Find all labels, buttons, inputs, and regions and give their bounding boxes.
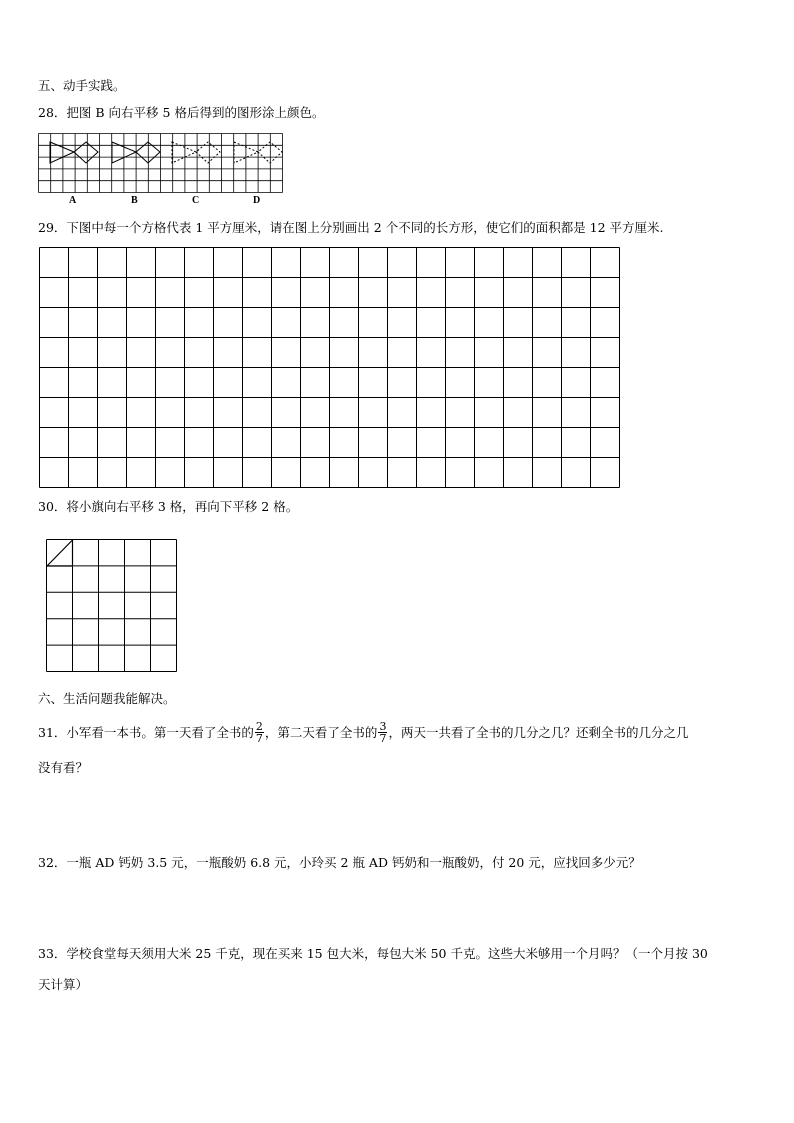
- small-flag: [47, 540, 73, 566]
- fraction-two-sevenths: $\frac{2}{7}$: [255, 720, 263, 745]
- q31-part-1: 31．小军看一本书。第一天看了全书的: [38, 725, 254, 740]
- question-29-text: 29．下图中每一个方格代表 1 平方厘米，请在图上分别画出 2 个不同的长方形，使它们的面积都是 12 平方厘米.: [38, 220, 664, 235]
- q31-part-3: ，两天一共看了全书的几分之几？还剩全书的几分之几: [388, 725, 689, 740]
- question-28-text: 28．把图 B 向右平移 5 格后得到的图形涂上颜色。: [38, 105, 325, 120]
- figure-label-d: D: [253, 195, 261, 206]
- section-six-title: 六、生活问题我能解决。: [38, 691, 176, 706]
- question-33-line-1: 33．学校食堂每天须用大米 25 千克，现在买来 15 包大米，每包大米 50 千克。这些大米够用一个月吗？（一个月按 30: [38, 946, 708, 961]
- question-31-line-1: [38, 722, 688, 745]
- figure-label-b: B: [131, 195, 138, 206]
- question-31-line-2: 没有看？: [38, 760, 89, 775]
- figure-label-a: A: [69, 195, 77, 206]
- section-five-title: 五、动手实践。: [38, 78, 126, 93]
- question-32-text: 32．一瓶 AD 钙奶 3.5 元，一瓶酸奶 6.8 元，小玲买 2 瓶 AD 钙奶和一瓶酸奶，付 20 元，应找回多少元？: [38, 855, 641, 870]
- q29-square-grid[interactable]: [39, 247, 620, 490]
- q31-part-2: ，第二天看了全书的: [264, 725, 378, 740]
- question-30-text: 30．将小旗向右平移 3 格，再向下平移 2 格。: [38, 499, 299, 514]
- question-33-line-2: 天计算）: [38, 977, 89, 992]
- fraction-three-sevenths: $\frac{3}{7}$: [379, 720, 387, 745]
- figure-label-c: C: [192, 195, 200, 206]
- q30-flag-grid[interactable]: [46, 539, 178, 672]
